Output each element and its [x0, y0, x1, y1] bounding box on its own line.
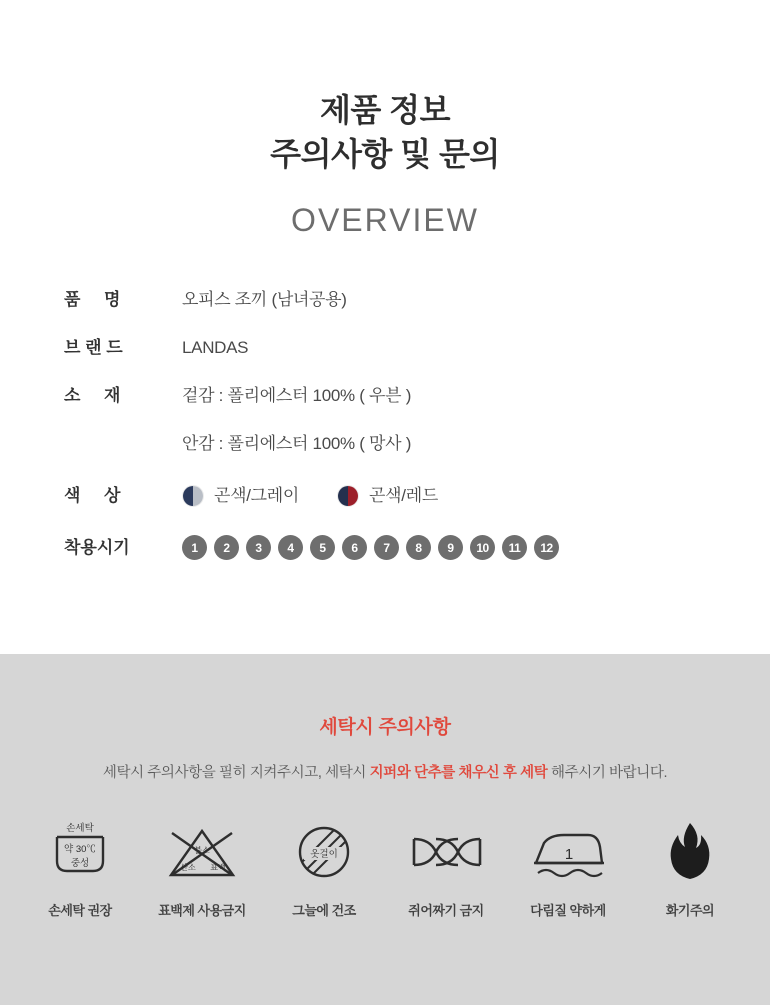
care-item-iron-low [522, 816, 614, 919]
overview-heading: OVERVIEW [291, 202, 479, 239]
color-option-navy-red[interactable] [337, 483, 438, 509]
care-desc-part1: 세탁시 주의사항을 필히 지켜주시고, 세탁시 [102, 765, 370, 781]
hand-wash-icon [34, 816, 126, 888]
iron-low-icon [522, 816, 614, 888]
material-lining: 안감 : 폴리에스터 100% ( 망사 ) [182, 434, 412, 454]
svg-text:손세탁: 손세탁 [66, 823, 94, 834]
month-badge-list [182, 535, 559, 560]
spec-row-color [64, 483, 770, 509]
color-option-navy-gray[interactable] [182, 483, 299, 509]
svg-text:산소: 산소 [180, 863, 196, 872]
care-instructions-section [0, 654, 770, 1005]
care-icon-row [0, 816, 770, 919]
spec-label: 소 재 [64, 386, 121, 406]
care-desc-highlight: 지퍼와 단추를 채우신 후 세탁 [369, 765, 548, 781]
month-badge: 11 [502, 535, 527, 560]
page-header [0, 0, 770, 239]
svg-text:1: 1 [564, 846, 574, 863]
color-swatch-icon [182, 485, 204, 507]
care-item-no-bleach [156, 816, 248, 919]
care-description [0, 761, 770, 782]
spec-row-season [64, 535, 770, 561]
care-desc-part2: 해주시기 바랍니다. [547, 765, 668, 781]
page-title-line2: 주의사항 및 문의 [270, 136, 500, 173]
care-item-label: 손세탁 권장 [48, 903, 112, 918]
month-badge: 10 [470, 535, 495, 560]
spec-label: 품 명 [64, 290, 121, 310]
spec-value: LANDAS [182, 338, 249, 358]
month-badge: 6 [342, 535, 367, 560]
month-badge: 12 [534, 535, 559, 560]
flammable-icon [644, 816, 736, 888]
svg-text:표백: 표백 [210, 863, 226, 872]
spec-label: 색 상 [64, 486, 121, 506]
month-badge: 4 [278, 535, 303, 560]
svg-text:불소: 불소 [194, 846, 210, 855]
month-badge: 1 [182, 535, 207, 560]
spec-row-product-name [64, 287, 770, 313]
spec-table [0, 287, 770, 561]
care-item-label: 다림질 약하게 [530, 903, 606, 918]
month-badge: 2 [214, 535, 239, 560]
month-badge: 8 [406, 535, 431, 560]
svg-text:옷걸이: 옷걸이 [310, 849, 338, 860]
svg-text:약 30℃: 약 30℃ [64, 844, 96, 855]
no-bleach-icon [156, 816, 248, 888]
month-badge: 7 [374, 535, 399, 560]
care-item-label: 화기주의 [665, 903, 715, 918]
care-title: 세탁시 주의사항 [319, 717, 451, 738]
material-outer: 겉감 : 폴리에스터 100% ( 우븐 ) [182, 386, 412, 406]
care-item-no-wring [400, 816, 492, 919]
spec-row-brand [64, 335, 770, 361]
month-badge: 3 [246, 535, 271, 560]
month-badge: 5 [310, 535, 335, 560]
spec-label: 착용시기 [64, 538, 130, 558]
care-item-label: 표백제 사용금지 [158, 903, 246, 918]
care-item-hand-wash [34, 816, 126, 919]
color-label: 곤색/레드 [369, 486, 438, 506]
spec-value-group [182, 383, 411, 457]
month-badge: 9 [438, 535, 463, 560]
page-title-line1: 제품 정보 [319, 92, 451, 128]
spec-row-material [64, 383, 770, 457]
care-item-dry-in-shade [278, 816, 370, 919]
care-item-flammable [644, 816, 736, 919]
care-item-label: 쥐어짜기 금지 [408, 903, 484, 918]
no-wring-icon [400, 816, 492, 888]
care-item-label: 그늘에 건조 [292, 903, 356, 918]
svg-text:중성: 중성 [70, 858, 90, 869]
spec-label: 브 랜 드 [64, 338, 123, 358]
spec-value: 오피스 조끼 (남녀공용) [182, 290, 347, 310]
color-swatch-icon [337, 485, 359, 507]
color-label: 곤색/그레이 [214, 486, 300, 506]
dry-in-shade-icon [278, 816, 370, 888]
color-options [182, 483, 476, 509]
